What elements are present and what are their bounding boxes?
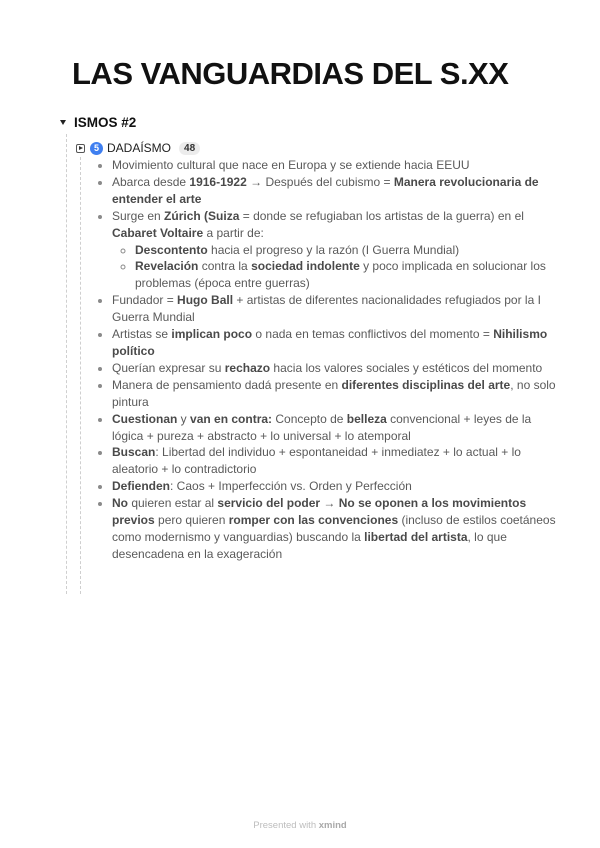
bold-text: No se oponen a los movimientos previos: [112, 496, 527, 528]
text-segment: Querían expresar su: [112, 360, 225, 375]
text-segment: : Caos + Imperfección vs. Orden y Perfección: [170, 479, 412, 494]
bold-text: No: [112, 496, 128, 511]
sub-list: [112, 242, 560, 293]
text-segment: a partir de:: [203, 225, 264, 240]
list-item: [112, 478, 560, 495]
sub-list-item: [135, 242, 560, 259]
bold-text: Manera revolucionaria de entender el arte: [112, 174, 539, 206]
list-item: [112, 157, 560, 174]
text-segment: convencional + leyes de la lógica + pureza + abstracto + lo universal + lo atemporal: [112, 411, 532, 443]
text-segment: quieren estar al: [128, 496, 218, 511]
bold-text: Cabaret Voltaire: [112, 225, 204, 240]
section-label: ISMOS #2: [74, 115, 137, 130]
text-segment: → Después del cubismo =: [246, 174, 394, 189]
section-header[interactable]: [60, 115, 136, 130]
topic-label: DADAÍSMO: [107, 141, 172, 155]
text-segment: , no solo pintura: [112, 377, 556, 409]
bold-text: van en contra:: [190, 411, 273, 426]
bold-text: 1916-1922: [189, 174, 247, 189]
bold-text: diferentes disciplinas del arte: [341, 377, 511, 392]
guide-line: [66, 134, 67, 594]
list-item: [112, 444, 560, 478]
topic-node-dadaismo[interactable]: [76, 140, 200, 156]
bold-text: rechazo: [224, 360, 271, 375]
text-segment: = donde se refugiaban los artistas de la guerra) en el: [239, 208, 524, 223]
caret-down-icon[interactable]: [60, 120, 66, 125]
bold-text: Zúrich (Suiza: [164, 208, 240, 223]
list-item: [112, 495, 560, 563]
text-segment: hacia el progreso y la razón (I Guerra Mundial): [207, 242, 460, 257]
expand-toggle-icon[interactable]: [76, 144, 85, 153]
footer-prefix: Presented with: [253, 820, 319, 831]
text-segment: , lo que desencadena en la exageración: [112, 529, 507, 561]
bold-text: Buscan: [112, 445, 156, 460]
text-segment: Concepto de: [272, 411, 347, 426]
text-segment: Movimiento cultural que nace en Europa y se extiende hacia EEUU: [112, 158, 470, 172]
list-item: [112, 411, 560, 445]
footer-brand: xmind: [318, 820, 347, 831]
text-segment: + artistas de diferentes nacionalidades refugiados por la I Guerra Mundial: [112, 293, 541, 325]
bold-text: belleza: [346, 411, 387, 426]
priority-badge-icon: 5: [90, 142, 103, 155]
text-segment: Abarca desde: [112, 174, 190, 189]
bold-text: Hugo Ball: [177, 293, 234, 308]
text-segment: (incluso de estilos coetáneos como modernismo y vanguardias) buscando la: [112, 513, 556, 544]
bold-text: sociedad indolente: [251, 259, 360, 274]
sub-list-item: [135, 258, 560, 292]
count-badge: 48: [179, 142, 200, 155]
bold-text: Nihilismo político: [112, 327, 548, 358]
text-segment: y: [177, 411, 191, 426]
text-segment: Manera de pensamiento dadá presente en: [112, 377, 342, 392]
bold-text: Revelación: [135, 259, 199, 274]
list-item: [112, 377, 560, 411]
bold-text: libertad del artista: [364, 529, 468, 544]
text-segment: Surge en: [112, 208, 165, 223]
bold-text: romper con las convenciones: [228, 513, 399, 528]
list-item: [112, 174, 560, 208]
guide-line: [80, 157, 81, 594]
bold-text: servicio del poder: [217, 496, 321, 511]
text-segment: : Libertad del individuo + espontaneidad + inmediatez + lo actual + lo aleatorio + lo contradictorio: [112, 445, 521, 477]
list-item: [112, 208, 560, 293]
bold-text: Descontento: [135, 242, 208, 257]
text-segment: Fundador =: [112, 293, 178, 308]
bold-text: Defienden: [112, 479, 171, 494]
bold-text: implican poco: [171, 327, 253, 342]
list-item: [112, 326, 560, 360]
bold-text: Cuestionan: [112, 411, 178, 426]
text-segment: hacia los valores sociales y estéticos del momento: [270, 360, 543, 375]
list-item: [112, 360, 560, 377]
text-segment: o nada en temas conflictivos del momento =: [252, 327, 494, 342]
text-segment: →: [320, 496, 339, 511]
text-segment: Artistas se: [112, 327, 172, 342]
page-title: LAS VANGUARDIAS DEL S.XX: [72, 56, 509, 91]
list-item: [112, 292, 560, 326]
notes-list: [96, 157, 560, 563]
footer: [0, 820, 600, 831]
text-segment: y poco implicada en solucionar los problemas (época entre guerras): [135, 259, 546, 291]
text-segment: contra la: [198, 259, 252, 274]
text-segment: pero quieren: [154, 513, 229, 528]
